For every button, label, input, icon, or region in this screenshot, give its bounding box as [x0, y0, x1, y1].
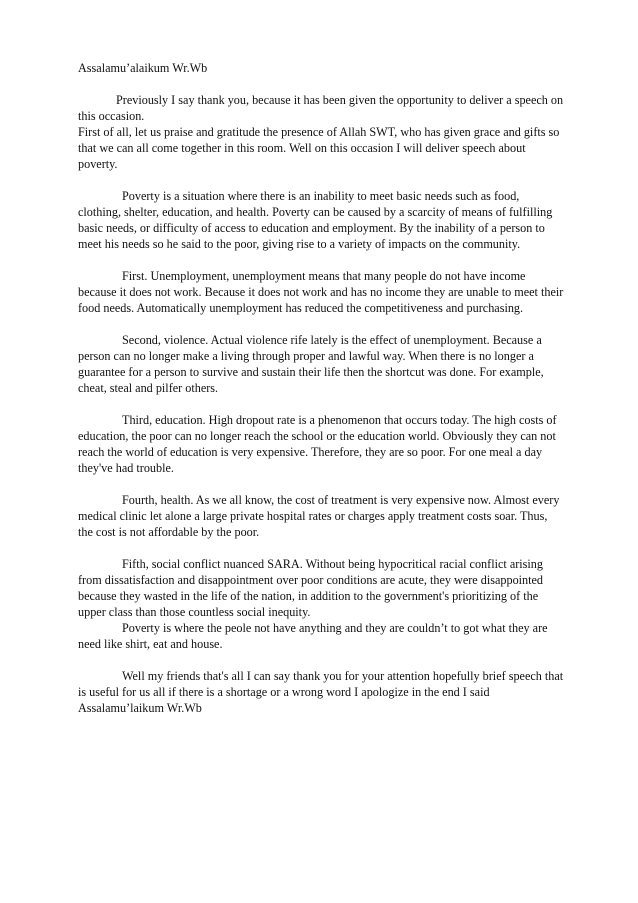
paragraph-closing: Well my friends that's all I can say thank you for your attention hopefully brief speech that is useful for us all if there is a shortage or a wrong word I apologize in the end I said Assalamu’laikum Wr.Wb — [78, 669, 564, 715]
greeting-line: Assalamu’alaikum Wr.Wb — [78, 61, 208, 75]
paragraph-poverty-summary: Poverty is where the peole not have anything and they are couldn’t to got what they are need like shirt, eat and house. — [78, 621, 548, 651]
speech-text-body — [78, 60, 564, 716]
paragraph-opening: Previously I say thank you, because it has been given the opportunity to deliver a speech on this occasion. — [78, 93, 564, 123]
paragraph-praise: First of all, let us praise and gratitude the presence of Allah SWT, who has given grace and gifts so that we can all come together in this room. Well on this occasion I will deliver speech about poverty. — [78, 125, 560, 171]
paragraph-unemployment: First. Unemployment, unemployment means that many people do not have income because it does not work. Because it does not work and has no income they are unable to meet their food needs. Automatically unemployment has reduced the competitiveness and purchasing. — [78, 269, 564, 315]
paragraph-education: Third, education. High dropout rate is a phenomenon that occurs today. The high costs of education, the poor can no longer reach the school or the education world. Obviously they can not reach the world of education is very expensive. Therefore, they are so poor. For one meal a day they've had trouble. — [78, 413, 557, 475]
paragraph-poverty-definition: Poverty is a situation where there is an inability to meet basic needs such as food, clothing, shelter, education, and health. Poverty can be caused by a scarcity of means of fulfilling basic needs, or difficulty of access to education and employment. By the inability of a person to meet his needs so he said to the poor, giving rise to a variety of impacts on the community. — [78, 189, 553, 251]
paragraph-social-conflict: Fifth, social conflict nuanced SARA. Without being hypocritical racial conflict arising from dissatisfaction and disappointment over poor conditions are acute, they were disappointed because they wasted in the life of the nation, in addition to the government's prioritizing of the upper class than those countless social inequity. — [78, 557, 544, 619]
paragraph-violence: Second, violence. Actual violence rife lately is the effect of unemployment. Because a person can no longer make a living through proper and lawful way. When there is no longer a guarantee for a person to survive and sustain their life then the shortcut was done. For example, cheat, steal and pilfer others. — [78, 333, 544, 395]
paragraph-health: Fourth, health. As we all know, the cost of treatment is very expensive now. Almost every medical clinic let alone a large private hospital rates or charges apply treatment costs soar. Thus, the cost is not affordable by the poor. — [78, 493, 560, 539]
